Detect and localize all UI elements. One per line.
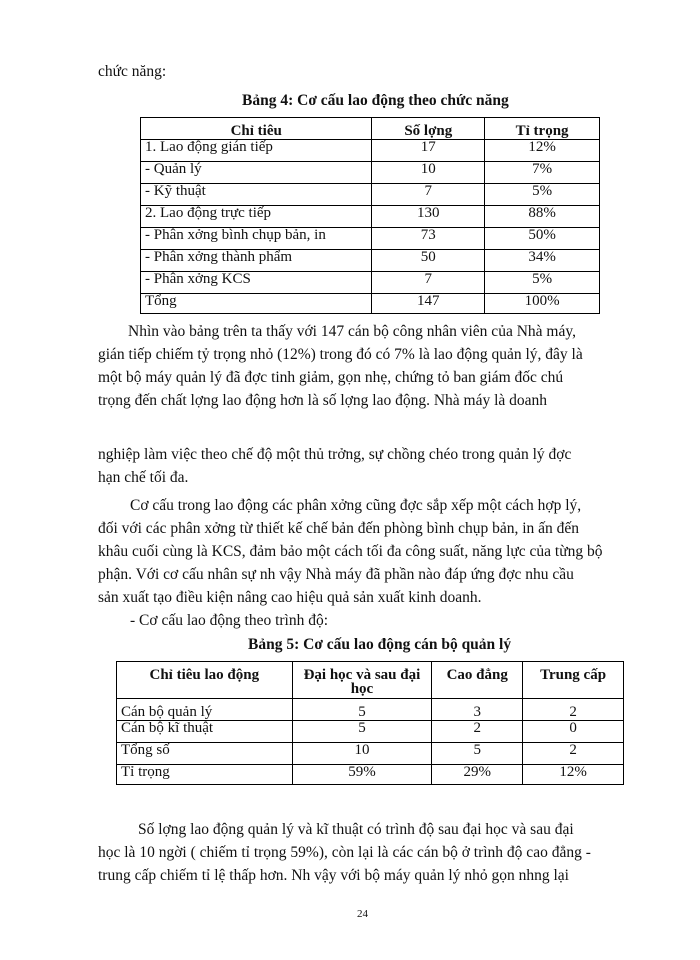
- paragraph-line: đối với các phân xởng từ thiết kế chế bản đến phòng bình chụp bản, in ấn đến: [98, 520, 580, 537]
- table-cell: 7: [372, 184, 485, 206]
- table-cell: 3: [432, 699, 523, 721]
- table-cell: 2. Lao động trực tiếp: [141, 206, 372, 228]
- table-row: [141, 250, 600, 272]
- table-row: [117, 765, 624, 785]
- table-row: [141, 206, 600, 228]
- table-cell: Cán bộ quản lý: [117, 699, 293, 721]
- table-row: [141, 184, 600, 206]
- table-cell: 73: [372, 228, 485, 250]
- table4-header-cell: Số lợng: [372, 118, 485, 140]
- table-cell: 50%: [485, 228, 600, 250]
- paragraph-line: trọng đến chất lợng lao động hơn là số lợng lao động. Nhà máy là doanh: [98, 392, 548, 409]
- table-cell: 29%: [432, 765, 523, 785]
- table5-caption: Bảng 5: Cơ cấu lao động cán bộ quản lý: [248, 636, 512, 653]
- paragraph-line: Cơ cấu trong lao động các phân xởng cũng đợc sắp xếp một cách hợp lý,: [130, 497, 582, 514]
- paragraph-line: Số lợng lao động quản lý và kĩ thuật có trình độ sau đại học và sau đại: [138, 821, 574, 838]
- paragraph-line: gián tiếp chiếm tỷ trọng nhỏ (12%) trong đó có 7% là lao động quản lý, đây là: [98, 346, 583, 363]
- table-cell: 1. Lao động gián tiếp: [141, 140, 372, 162]
- table-cell: 17: [372, 140, 485, 162]
- table-cell: 2: [432, 721, 523, 743]
- table-cell: 59%: [292, 765, 432, 785]
- table-cell: 10: [372, 162, 485, 184]
- table5-header-cell: Đại học và sau đại học: [292, 662, 432, 699]
- table-cell: - Quản lý: [141, 162, 372, 184]
- table-cell: 5%: [485, 272, 600, 294]
- table-row: [141, 294, 600, 314]
- table5-header-cell: Chỉ tiêu lao động: [117, 662, 293, 699]
- table4-caption: Bảng 4: Cơ cấu lao động theo chức năng: [242, 92, 509, 109]
- paragraph-line: trung cấp chiếm tỉ lệ thấp hơn. Nh vậy với bộ máy quản lý nhỏ gọn nhng lại: [98, 867, 569, 884]
- bullet-text: - Cơ cấu lao động theo trình độ:: [130, 612, 329, 629]
- paragraph-line: khâu cuối cùng là KCS, đảm bảo một cách tối đa công suất, năng lực của từng bộ: [98, 543, 603, 560]
- paragraph-line: nghiệp làm việc theo chế độ một thủ trởng, sự chồng chéo trong quản lý đợc: [98, 446, 572, 463]
- table5-header-cell: Cao đẳng: [432, 662, 523, 699]
- paragraph-line: Nhìn vào bảng trên ta thấy với 147 cán bộ công nhân viên của Nhà máy,: [128, 323, 576, 340]
- table-cell: 12%: [523, 765, 624, 785]
- table-cell: 7: [372, 272, 485, 294]
- table-cell: 130: [372, 206, 485, 228]
- table-cell: 147: [372, 294, 485, 314]
- paragraph-line: sản xuất tạo điều kiện nâng cao hiệu quả sản xuất kinh doanh.: [98, 589, 482, 606]
- table5: [116, 661, 624, 785]
- intro-text: chức năng:: [98, 63, 167, 80]
- table-row: [141, 272, 600, 294]
- table-row: [141, 140, 600, 162]
- table4-header-cell: Chỉ tiêu: [141, 118, 372, 140]
- table-cell: 2: [523, 743, 624, 765]
- table-cell: 50: [372, 250, 485, 272]
- table4-header-cell: Tỉ trọng: [485, 118, 600, 140]
- table-cell: 100%: [485, 294, 600, 314]
- paragraph-line: phận. Với cơ cấu nhân sự nh vậy Nhà máy đã phần nào đáp ứng đợc nhu cầu: [98, 566, 574, 583]
- table-cell: 5: [292, 721, 432, 743]
- table-cell: Cán bộ kĩ thuật: [117, 721, 293, 743]
- table-cell: 5: [292, 699, 432, 721]
- table-cell: 5%: [485, 184, 600, 206]
- table-cell: 7%: [485, 162, 600, 184]
- table-cell: Tỉ trọng: [117, 765, 293, 785]
- table4-header-row: [141, 118, 600, 140]
- table-cell: - Kỹ thuật: [141, 184, 372, 206]
- table-cell: Tổng: [141, 294, 372, 314]
- table-cell: Tổng số: [117, 743, 293, 765]
- table-cell: 12%: [485, 140, 600, 162]
- paragraph-line: hạn chế tối đa.: [98, 469, 189, 486]
- paragraph-line: một bộ máy quản lý đã đợc tinh giảm, gọn nhẹ, chứng tỏ ban giám đốc chú: [98, 369, 564, 386]
- page-number: 24: [357, 908, 368, 920]
- table-cell: - Phân xởng bình chụp bản, in: [141, 228, 372, 250]
- table4: [140, 117, 600, 314]
- table5-header-row: [117, 662, 624, 699]
- table-cell: 88%: [485, 206, 600, 228]
- table-cell: 0: [523, 721, 624, 743]
- table-row: [117, 699, 624, 721]
- table5-header-cell: Trung cấp: [523, 662, 624, 699]
- table-cell: - Phân xởng KCS: [141, 272, 372, 294]
- table-row: [117, 721, 624, 743]
- table-row: [141, 162, 600, 184]
- table-cell: 10: [292, 743, 432, 765]
- table-row: [117, 743, 624, 765]
- table-row: [141, 228, 600, 250]
- table-cell: 5: [432, 743, 523, 765]
- table-cell: - Phân xởng thành phẩm: [141, 250, 372, 272]
- paragraph-line: học là 10 ngời ( chiếm tỉ trọng 59%), còn lại là các cán bộ ở trình độ cao đẳng -: [98, 844, 591, 861]
- table-cell: 2: [523, 699, 624, 721]
- table-cell: 34%: [485, 250, 600, 272]
